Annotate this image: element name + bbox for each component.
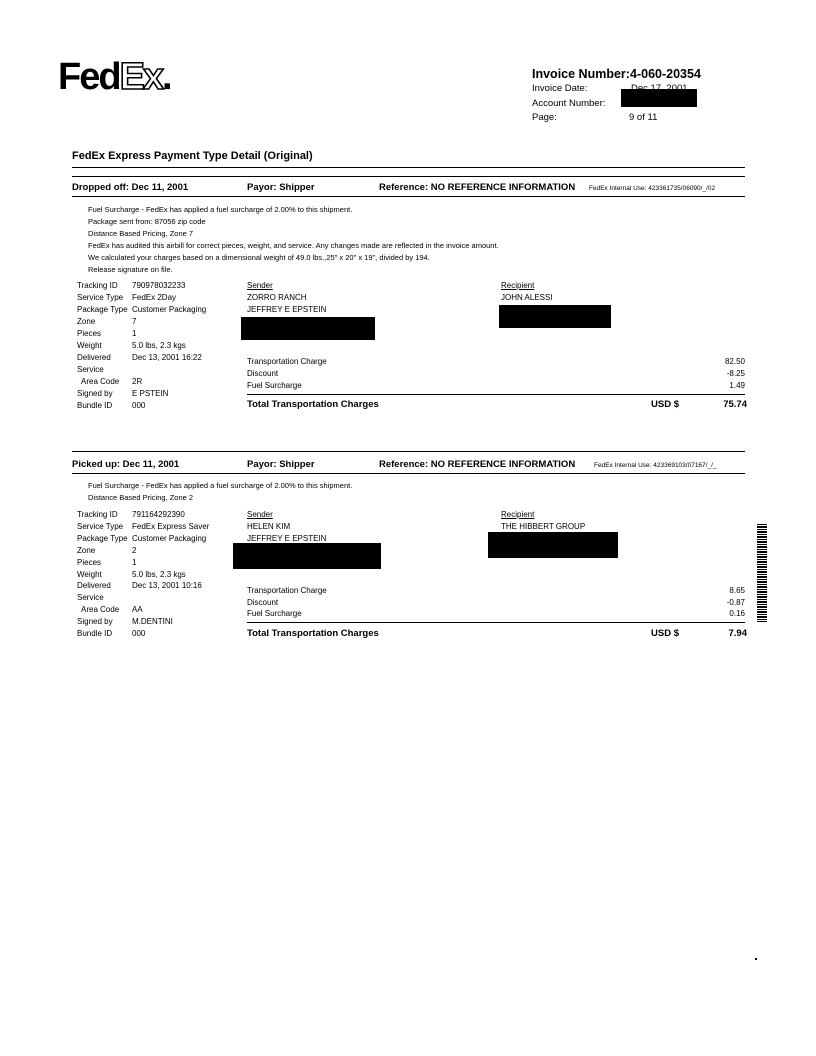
charges-total-rule <box>247 622 745 623</box>
sender-line: JEFFREY E EPSTEIN <box>247 534 327 543</box>
charge-amount: 0.16 <box>729 609 745 618</box>
sender-label: Sender <box>247 510 273 519</box>
detail-label: Package Type <box>77 305 128 314</box>
logo-fed-text: Fed <box>58 56 120 98</box>
detail-value: 5.0 lbs, 2.3 kgs <box>132 570 186 579</box>
detail-label: Bundle ID <box>77 629 113 638</box>
account-number-redaction <box>621 89 697 107</box>
charge-label: Transportation Charge <box>247 586 327 595</box>
section-title: FedEx Express Payment Type Detail (Original) <box>72 150 313 162</box>
recipient-line: JOHN ALESSI <box>501 293 553 302</box>
detail-label: Area Code <box>81 377 120 386</box>
shipment-note: We calculated your charges based on a dimensional weight of 49.0 lbs.,25" x 20" x 19", divided by 194. <box>88 253 430 262</box>
shipment-payor: Payor: Shipper <box>247 459 315 470</box>
total-label: Total Transportation Charges <box>247 628 379 639</box>
section-divider <box>72 167 745 168</box>
shipment-note: FedEx has audited this airbill for correct pieces, weight, and service. Any changes made are reflected in the invoice amount. <box>88 241 499 250</box>
detail-value: Customer Packaging <box>132 305 207 314</box>
detail-value: 2R <box>132 377 143 386</box>
detail-label: Service Type <box>77 293 124 302</box>
detail-value: 791164292390 <box>132 510 185 519</box>
sender-line: ZORRO RANCH <box>247 293 307 302</box>
detail-value: 2 <box>132 546 137 555</box>
charge-label: Fuel Surcharge <box>247 381 302 390</box>
shipment-reference: Reference: NO REFERENCE INFORMATION <box>379 182 576 193</box>
detail-value: Customer Packaging <box>132 534 207 543</box>
detail-value: 7 <box>132 317 137 326</box>
detail-label: Package Type <box>77 534 128 543</box>
shipment-note: Distance Based Pricing, Zone 2 <box>88 493 194 502</box>
detail-value: 000 <box>132 401 146 410</box>
shipment-date: Picked up: Dec 11, 2001 <box>72 459 180 470</box>
recipient-label: Recipient <box>501 281 535 290</box>
barcode <box>757 524 767 622</box>
detail-label: Service <box>77 593 104 602</box>
shipment-internal-use: FedEx Internal Use: 423361735/06090/_/02 <box>589 185 716 192</box>
shipment-note: Distance Based Pricing, Zone 7 <box>88 229 194 238</box>
total-amount: 7.94 <box>728 628 747 639</box>
detail-label: Tracking ID <box>77 281 118 290</box>
detail-value: FedEx Express Saver <box>132 522 210 531</box>
shipment-note: Fuel Surcharge - FedEx has applied a fuel surcharge of 2.00% to this shipment. <box>88 205 353 214</box>
page-value: 9 of 11 <box>629 112 658 123</box>
detail-label: Delivered <box>77 581 111 590</box>
charge-amount: 82.50 <box>724 357 745 366</box>
account-number-row <box>532 98 605 109</box>
total-label: Total Transportation Charges <box>247 399 379 410</box>
detail-label: Pieces <box>77 558 102 567</box>
recipient-label: Recipient <box>501 510 535 519</box>
shipment-payor: Payor: Shipper <box>247 182 315 193</box>
footer-mark <box>755 958 757 960</box>
shipment-date: Dropped off: Dec 11, 2001 <box>72 182 189 193</box>
detail-label: Weight <box>77 341 102 350</box>
sender-address-redaction <box>233 543 381 569</box>
logo-dot: . <box>162 56 171 98</box>
charge-amount: 8.65 <box>729 586 745 595</box>
sender-line: JEFFREY E EPSTEIN <box>247 305 327 314</box>
invoice-number-row <box>532 67 701 81</box>
shipment-top-rule <box>72 176 745 177</box>
account-number-label: Account Number: <box>532 98 606 109</box>
total-amount: 75.74 <box>723 399 747 410</box>
detail-value: 790978032233 <box>132 281 186 290</box>
detail-label: Zone <box>77 546 96 555</box>
recipient-line: THE HIBBERT GROUP <box>501 522 586 531</box>
page-row <box>532 112 658 123</box>
shipment-note: Release signature on file. <box>88 265 173 274</box>
detail-label: Delivered <box>77 353 111 362</box>
detail-label: Service Type <box>77 522 124 531</box>
charge-amount: -0.87 <box>726 598 745 607</box>
detail-value: 1 <box>132 329 137 338</box>
detail-label: Bundle ID <box>77 401 113 410</box>
detail-label: Zone <box>77 317 96 326</box>
charge-amount: 1.49 <box>729 381 745 390</box>
sender-label: Sender <box>247 281 273 290</box>
charge-label: Discount <box>247 369 279 378</box>
recipient-address-redaction <box>488 532 618 558</box>
charge-amount: -8.25 <box>726 369 745 378</box>
shipment-note: Fuel Surcharge - FedEx has applied a fuel surcharge of 2.00% to this shipment. <box>88 481 353 490</box>
detail-value: Dec 13, 2001 16:22 <box>132 353 202 362</box>
invoice-number-label: Invoice Number: <box>532 67 630 81</box>
detail-label: Weight <box>77 570 102 579</box>
shipment-internal-use: FedEx Internal Use: 423369103/07167/_/_ <box>594 462 717 469</box>
detail-value: E PSTEIN <box>132 389 169 398</box>
charge-label: Transportation Charge <box>247 357 327 366</box>
invoice-number-value: 4-060-20354 <box>630 67 701 81</box>
recipient-address-redaction <box>499 305 611 328</box>
charge-label: Fuel Surcharge <box>247 609 302 618</box>
fedex-logo <box>58 58 171 96</box>
shipment-header-rule <box>72 473 745 474</box>
detail-value: FedEx 2Day <box>132 293 177 302</box>
detail-label: Signed by <box>77 617 113 626</box>
shipment-header-rule <box>72 196 745 197</box>
sender-line: HELEN KIM <box>247 522 291 531</box>
invoice-date-label: Invoice Date: <box>532 83 588 94</box>
charge-label: Discount <box>247 598 279 607</box>
charges-total-rule <box>247 394 745 395</box>
total-currency: USD $ <box>651 399 679 410</box>
shipment-note: Package sent from: 87056 zip code <box>88 217 206 226</box>
detail-value: 5.0 lbs, 2.3 kgs <box>132 341 186 350</box>
page-label: Page: <box>532 112 557 123</box>
detail-value: Dec 13, 2001 10:16 <box>132 581 202 590</box>
detail-value: 1 <box>132 558 137 567</box>
detail-label: Pieces <box>77 329 102 338</box>
detail-value: M.DENTINI <box>132 617 173 626</box>
detail-label: Area Code <box>81 605 120 614</box>
detail-label: Tracking ID <box>77 510 118 519</box>
detail-label: Signed by <box>77 389 113 398</box>
total-currency: USD $ <box>651 628 679 639</box>
shipment-reference: Reference: NO REFERENCE INFORMATION <box>379 459 576 470</box>
shipment-top-rule <box>72 451 745 452</box>
detail-value: 000 <box>132 629 146 638</box>
detail-label: Service <box>77 365 104 374</box>
sender-address-redaction <box>241 317 375 340</box>
invoice-date-row <box>532 83 587 94</box>
detail-value: AA <box>132 605 143 614</box>
logo-ex-text: Ex <box>119 56 163 98</box>
